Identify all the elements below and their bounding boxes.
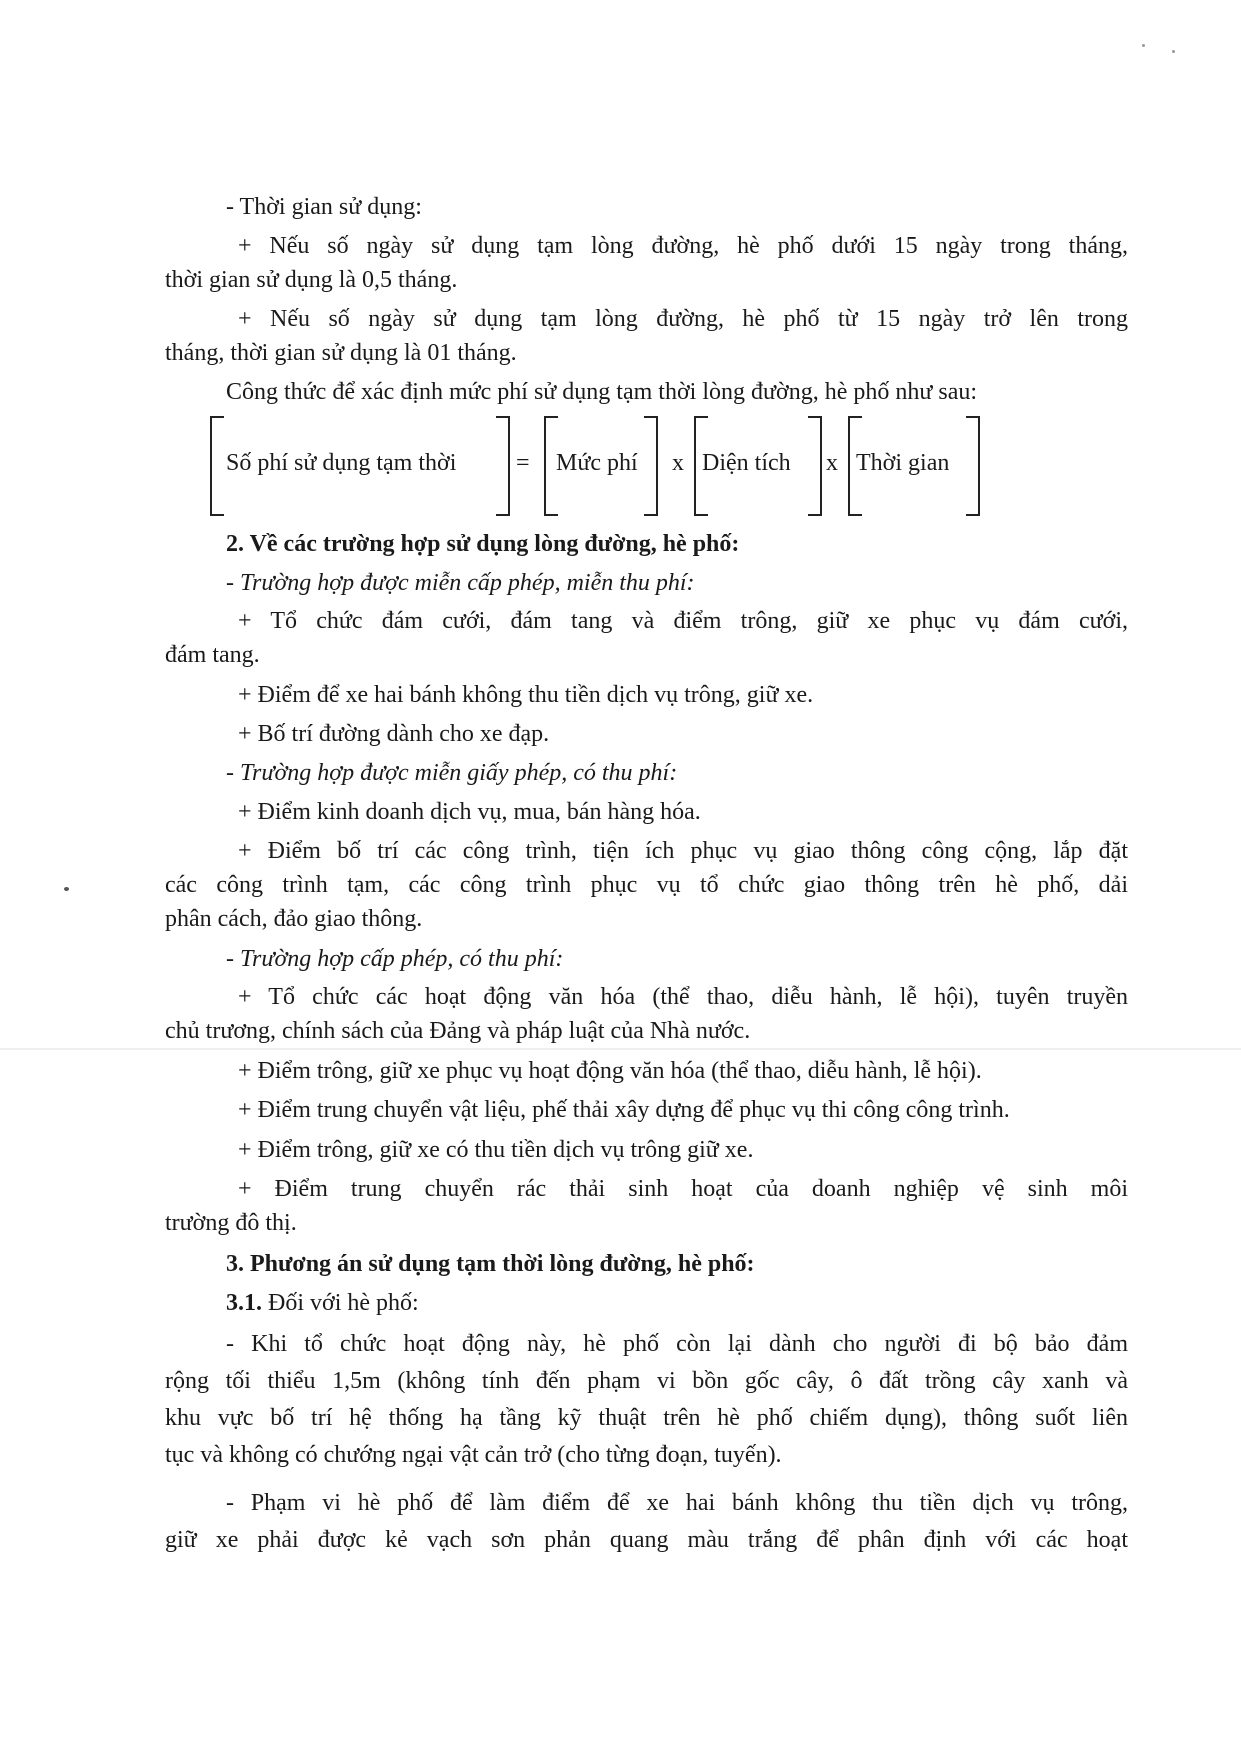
scan-speck	[1172, 50, 1175, 53]
case-3-item-1-line-1: + Tổ chức các hoạt động văn hóa (thể thao, diễu hành, lễ hội), tuyên truyền	[238, 984, 1128, 1010]
subsection-3-1-number: 3.1.	[226, 1290, 262, 1316]
time-rule-1-line-2: thời gian sử dụng là 0,5 tháng.	[165, 267, 458, 293]
subsection-3-1	[226, 1286, 419, 1320]
case-2-item-2-line-1: + Điểm bố trí các công trình, tiện ích phục vụ giao thông công cộng, lắp đặt	[238, 838, 1128, 864]
case-3-item-2: + Điểm trông, giữ xe phục vụ hoạt động văn hóa (thể thao, diễu hành, lễ hội).	[238, 1058, 982, 1084]
paragraph-2-line-1: - Phạm vi hè phố để làm điểm để xe hai bánh không thu tiền dịch vụ trông,	[226, 1490, 1128, 1516]
paragraph-1-line-1: - Khi tổ chức hoạt động này, hè phố còn lại dành cho người đi bộ bảo đảm	[226, 1331, 1128, 1357]
case-1-item-3: + Bố trí đường dành cho xe đạp.	[238, 721, 550, 747]
subsection-3-1-title: Đối với hè phố:	[262, 1290, 419, 1316]
formula-term-area	[694, 416, 822, 514]
time-rule-2-line-2: tháng, thời gian sử dụng là 01 tháng.	[165, 340, 517, 366]
paragraph-2-line-2: giữ xe phải được kẻ vạch sơn phản quang màu trắng để phân định với các hoạt	[165, 1527, 1128, 1553]
formula-intro: Công thức để xác định mức phí sử dụng tạm thời lòng đường, hè phố như sau:	[226, 379, 978, 405]
case-2-item-2-line-2: các công trình tạm, các công trình phục vụ tổ chức giao thông trên hè phố, dải	[165, 872, 1128, 898]
case-1-item-2: + Điểm để xe hai bánh không thu tiền dịch vụ trông, giữ xe.	[238, 682, 814, 708]
time-rule-2-line-1: + Nếu số ngày sử dụng tạm lòng đường, hè phố từ 15 ngày trở lên trong	[238, 306, 1128, 332]
case-1-item-1-line-2: đám tang.	[165, 642, 260, 668]
formula-term-area-label: Diện tích	[702, 450, 791, 476]
scan-artifact-line	[0, 1048, 1241, 1050]
time-of-use-label: - Thời gian sử dụng:	[226, 194, 422, 220]
paragraph-1-line-2: rộng tối thiểu 1,5m (không tính đến phạm vi bồn gốc cây, ô đất trồng cây xanh và	[165, 1368, 1128, 1394]
formula-times-2: x	[826, 450, 838, 476]
scan-speck	[64, 887, 69, 891]
formula-term-time-label: Thời gian	[856, 450, 950, 476]
formula-term-fee-amount-label: Số phí sử dụng tạm thời	[226, 450, 457, 476]
case-3-item-1-line-2: chủ trương, chính sách của Đảng và pháp luật của Nhà nước.	[165, 1018, 751, 1044]
case-2-item-1: + Điểm kinh doanh dịch vụ, mua, bán hàng hóa.	[238, 799, 701, 825]
section-3-heading: 3. Phương án sử dụng tạm thời lòng đường, hè phố:	[226, 1251, 755, 1277]
paragraph-1-line-4: tục và không có chướng ngại vật cản trở (cho từng đoạn, tuyến).	[165, 1442, 782, 1468]
case-3-item-4: + Điểm trông, giữ xe có thu tiền dịch vụ trông giữ xe.	[238, 1137, 754, 1163]
case-1-item-1-line-1: + Tổ chức đám cưới, đám tang và điểm trông, giữ xe phục vụ đám cưới,	[238, 608, 1128, 634]
formula-term-fee-rate	[544, 416, 658, 514]
case-1-title: - Trường hợp được miễn cấp phép, miễn thu phí:	[226, 570, 695, 596]
case-3-item-5-line-2: trường đô thị.	[165, 1210, 297, 1236]
case-3-title: - Trường hợp cấp phép, có thu phí:	[226, 946, 564, 972]
formula-equals: =	[516, 450, 530, 476]
formula-times-1: x	[672, 450, 684, 476]
fee-formula	[210, 416, 990, 514]
formula-term-fee-amount	[210, 416, 510, 514]
case-3-item-3: + Điểm trung chuyển vật liệu, phế thải xây dựng để phục vụ thi công công trình.	[238, 1097, 1010, 1123]
case-3-item-5-line-1: + Điểm trung chuyển rác thải sinh hoạt của doanh nghiệp vệ sinh môi	[238, 1176, 1128, 1202]
case-2-title: - Trường hợp được miễn giấy phép, có thu phí:	[226, 760, 678, 786]
scan-speck	[1142, 44, 1145, 47]
formula-term-time	[848, 416, 980, 514]
section-2-heading: 2. Về các trường hợp sử dụng lòng đường, hè phố:	[226, 531, 740, 557]
paragraph-1-line-3: khu vực bố trí hệ thống hạ tầng kỹ thuật trên hè phố chiếm dụng), thông suốt liên	[165, 1405, 1128, 1431]
formula-term-fee-rate-label: Mức phí	[556, 450, 638, 476]
time-rule-1-line-1: + Nếu số ngày sử dụng tạm lòng đường, hè phố dưới 15 ngày trong tháng,	[238, 233, 1128, 259]
case-2-item-2-line-3: phân cách, đảo giao thông.	[165, 906, 423, 932]
